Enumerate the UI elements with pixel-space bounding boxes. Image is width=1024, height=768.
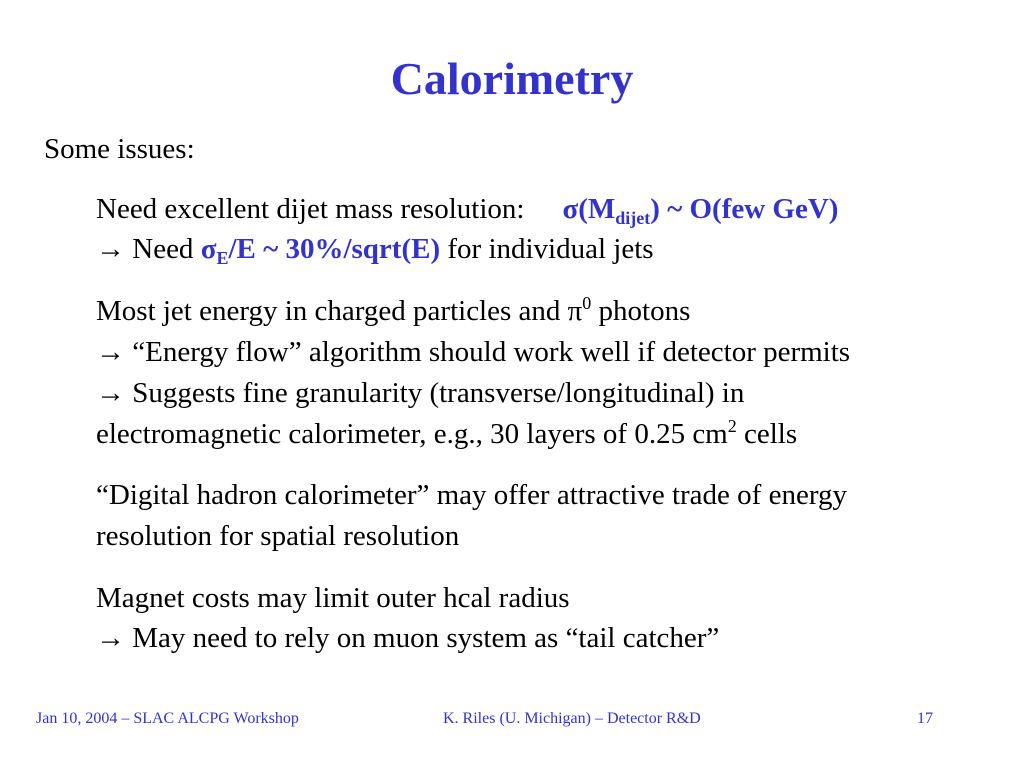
em-tail: cells bbox=[736, 418, 798, 450]
granularity-text: Suggests fine granularity (transverse/longitudinal) in bbox=[125, 377, 745, 409]
resolution-line bbox=[96, 192, 838, 227]
slide-title: Calorimetry bbox=[390, 53, 634, 104]
energy-flow-line bbox=[96, 335, 850, 370]
arrow-icon: → bbox=[96, 336, 125, 368]
em-text: electromagnetic calorimeter, e.g., 30 layers of 0.25 cm bbox=[96, 418, 728, 450]
dijet-subscript: dijet bbox=[615, 208, 651, 228]
energy-flow-text: “Energy flow” algorithm should work well if detector permits bbox=[125, 336, 851, 368]
sigma-m: σ(M bbox=[562, 193, 616, 225]
magnet-line: Magnet costs may limit outer hcal radius bbox=[96, 582, 570, 614]
sqrt-formula: /E ~ 30%/sqrt(E) bbox=[228, 233, 441, 265]
granularity-line bbox=[96, 376, 744, 411]
muon-text: May need to rely on muon system as “tail catcher” bbox=[125, 622, 720, 654]
footer-left: Jan 10, 2004 – SLAC ALCPG Workshop bbox=[36, 710, 299, 727]
digital-line-2: resolution for spatial resolution bbox=[96, 520, 460, 552]
cm-superscript: 2 bbox=[727, 416, 737, 436]
arrow-icon: → bbox=[96, 622, 125, 654]
pi-superscript: 0 bbox=[582, 293, 592, 313]
resolution-formula bbox=[562, 193, 839, 228]
resolution-label: Need excellent dijet mass resolution: bbox=[96, 193, 525, 225]
need-tail: for individual jets bbox=[440, 233, 654, 265]
need-line bbox=[96, 232, 654, 267]
footer-center: K. Riles (U. Michigan) – Detector R&D bbox=[443, 710, 701, 727]
charged-tail: photons bbox=[591, 295, 691, 327]
charged-text: Most jet energy in charged particles and π bbox=[96, 295, 583, 327]
em-calorimeter-line bbox=[96, 417, 797, 452]
page-number: 17 bbox=[917, 710, 933, 727]
arrow-icon: → bbox=[96, 233, 125, 265]
digital-line-1: “Digital hadron calorimeter” may offer attractive trade of energy bbox=[96, 479, 847, 511]
e-subscript: E bbox=[216, 248, 229, 268]
need-formula bbox=[200, 233, 441, 268]
need-word: Need bbox=[125, 233, 201, 265]
charged-line bbox=[96, 294, 690, 329]
sigma: σ bbox=[200, 233, 217, 265]
few-gev: ) ~ O(few GeV) bbox=[650, 193, 839, 225]
arrow-icon: → bbox=[96, 377, 125, 409]
muon-line bbox=[96, 621, 719, 656]
intro-heading: Some issues: bbox=[44, 133, 195, 165]
